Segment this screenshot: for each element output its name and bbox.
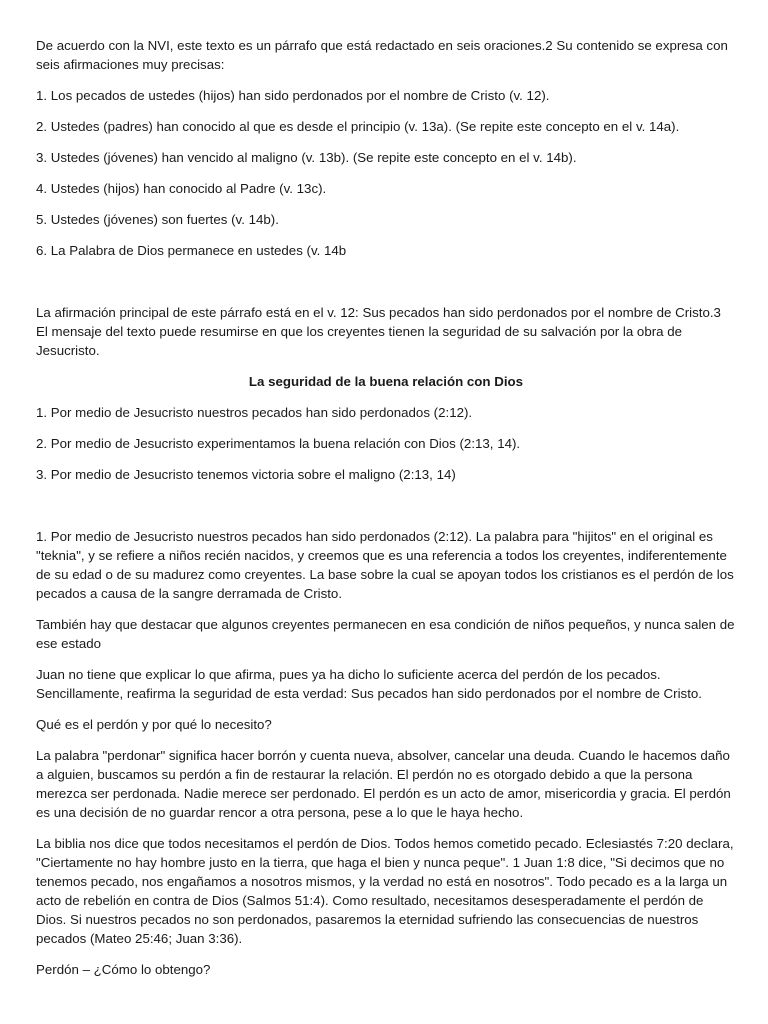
affirmation-item: 4. Ustedes (hijos) han conocido al Padre (v. 13c). [36, 181, 327, 196]
section-heading: La seguridad de la buena relación con Dios [248, 374, 524, 389]
affirmation-item: 3. Ustedes (jóvenes) han vencido al maligno (v. 13b). (Se repite este concepto en el v. 14b). [36, 150, 577, 165]
affirmation-item: 6. La Palabra de Dios permanece en ustedes (v. 14b [36, 243, 347, 258]
spacer [36, 272, 736, 303]
main-affirmation-paragraph: La afirmación principal de este párrafo está en el v. 12: Sus pecados han sido perdonados por el nombre de Cristo.3 El mensaje del texto puede resumirse en que los creyentes tienen la seguridad de su salvación por la obra de Jesucristo. [36, 305, 721, 358]
question-line: Qué es el perdón y por qué lo necesito? [36, 717, 272, 732]
outline-item: 3. Por medio de Jesucristo tenemos victoria sobre el maligno (2:13, 14) [36, 467, 456, 482]
question-line: Perdón – ¿Cómo lo obtengo? [36, 962, 211, 977]
body-paragraph: Juan no tiene que explicar lo que afirma, pues ya ha dicho lo suficiente acerca del perdón de los pecados. Sencillamente, reafirma la seguridad de esta verdad: Sus pecados han sido perdonados por el nombre de Cristo. [36, 667, 702, 701]
body-paragraph: La biblia nos dice que todos necesitamos el perdón de Dios. Todos hemos cometido pecado. Eclesiastés 7:20 declara, "Ciertamente no hay hombre justo en la tierra, que haga el bien y nunca peque". 1 Juan 1:8 dice, "Si decimos que no tenemos pecado, nos engañamos a nosotros mismos, y la verdad no está en nosotros". Todo pecado es a la larga un acto de rebelión en contra de Dios (Salmos 51:4). Como resultado, necesitamos desesperadamente el perdón de Dios. Si nuestros pecados no son perdonados, pasaremos la eternidad sufriendo las consecuencias de nuestros pecados (Mateo 25:46; Juan 3:36). [36, 836, 734, 946]
outline-item: 1. Por medio de Jesucristo nuestros pecados han sido perdonados (2:12). [36, 405, 473, 420]
outline-item: 2. Por medio de Jesucristo experimentamos la buena relación con Dios (2:13, 14). [36, 436, 521, 451]
affirmation-item: 5. Ustedes (jóvenes) son fuertes (v. 14b). [36, 212, 279, 227]
spacer [36, 496, 736, 527]
body-paragraph: También hay que destacar que algunos creyentes permanecen en esa condición de niños pequeños, y nunca salen de ese estado [36, 617, 735, 651]
affirmation-item: 2. Ustedes (padres) han conocido al que es desde el principio (v. 13a). (Se repite este concepto en el v. 14a). [36, 119, 680, 134]
affirmation-item: 1. Los pecados de ustedes (hijos) han sido perdonados por el nombre de Cristo (v. 12). [36, 88, 550, 103]
body-paragraph: La palabra "perdonar" significa hacer borrón y cuenta nueva, absolver, cancelar una deuda. Cuando le hacemos daño a alguien, buscamos su perdón a fin de restaurar la relación. El perdón no es otorgado debido a que la persona merezca ser perdonada. Nadie merece ser perdonado. El perdón es un acto de amor, misericordia y gracia. El perdón es una decisión de no guardar rencor a otra persona, pese a lo que le haya hecho. [36, 748, 731, 820]
body-paragraph: 1. Por medio de Jesucristo nuestros pecados han sido perdonados (2:12). La palabra para "hijitos" en el original es "teknia", y se refiere a niños recién nacidos, y creemos que es una referencia a todos los creyentes, indiferentemente de su edad o de su madurez como creyentes. La base sobre la cual se apoyan todos los cristianos es el perdón de los pecados a causa de la sangre derramada de Cristo. [36, 529, 734, 601]
intro-paragraph: De acuerdo con la NVI, este texto es un párrafo que está redactado en seis oraciones.2 Su contenido se expresa con seis afirmaciones muy precisas: [36, 38, 728, 72]
document-page [36, 36, 736, 991]
